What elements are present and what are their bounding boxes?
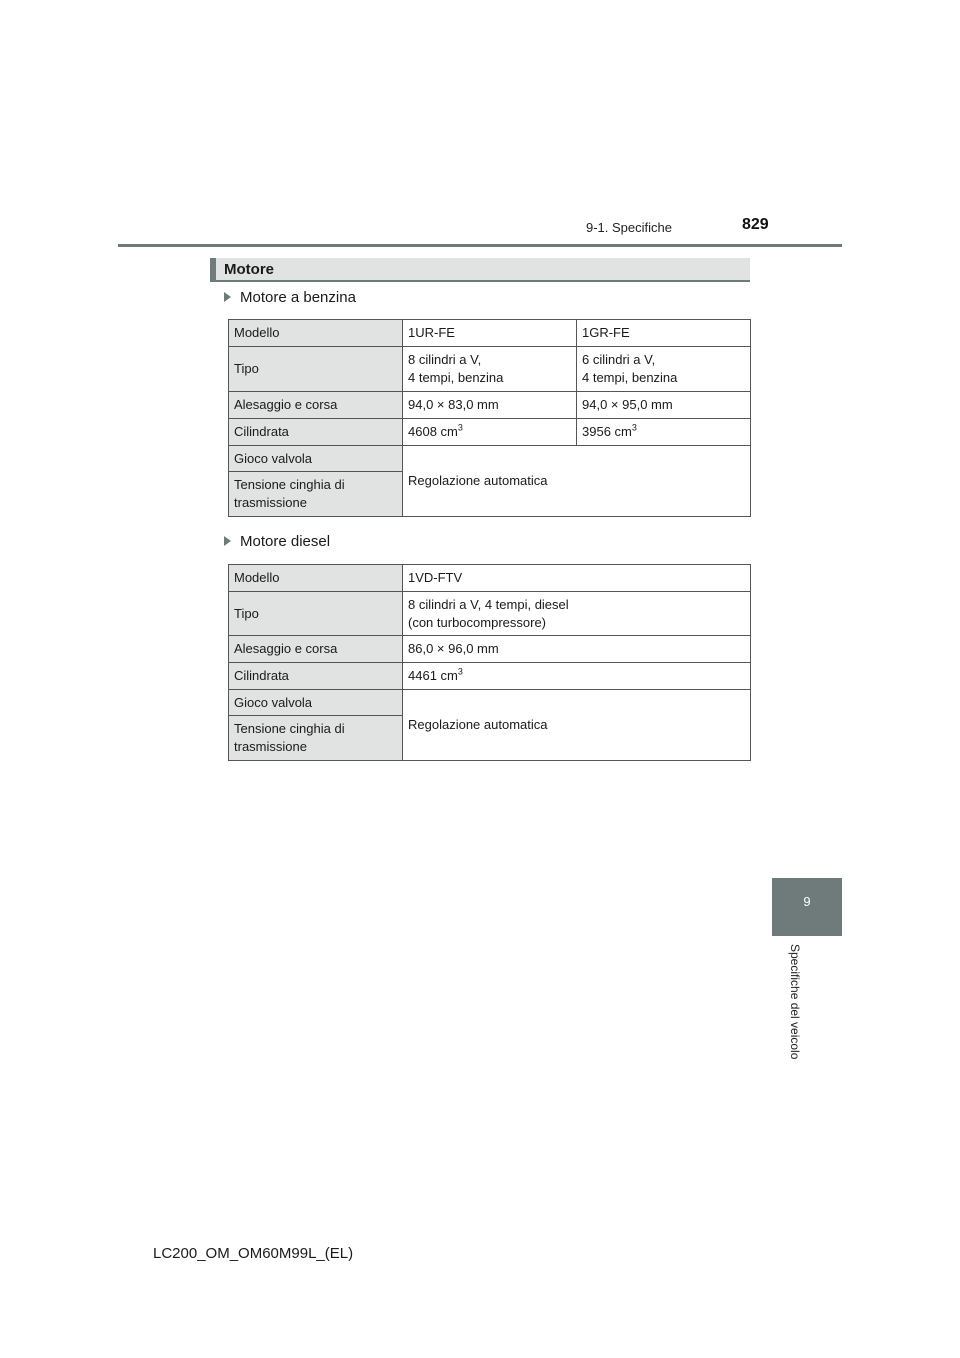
gasoline-engine-heading-text: Motore a benzina <box>240 289 356 306</box>
displacement-value: 4461 cm <box>408 668 458 683</box>
diesel-engine-heading <box>224 533 330 550</box>
chapter-tab-label: Specifiche del veicolo <box>788 944 802 1060</box>
table-row <box>229 565 751 592</box>
cell-line: 4 tempi, benzina <box>582 370 678 385</box>
table-cell <box>577 347 751 392</box>
table-row <box>229 320 751 347</box>
table-row <box>229 347 751 392</box>
table-cell: 1UR-FE <box>403 320 577 347</box>
section-heading-bar <box>210 258 750 282</box>
table-row <box>229 446 751 472</box>
table-cell: 1GR-FE <box>577 320 751 347</box>
header-divider <box>118 244 842 247</box>
section-title: Motore <box>224 261 274 278</box>
table-row <box>229 690 751 716</box>
document-code: LC200_OM_OM60M99L_(EL) <box>153 1245 354 1262</box>
triangle-bullet-icon <box>224 536 231 546</box>
table-cell-merged: Regolazione automatica <box>403 690 751 761</box>
table-cell: Gioco valvola <box>229 690 403 716</box>
table-row <box>229 663 751 690</box>
page-number: 829 <box>742 216 769 233</box>
table-cell: Cilindrata <box>229 419 403 446</box>
cell-line: 6 cilindri a V, <box>582 352 656 367</box>
table-cell <box>403 347 577 392</box>
displacement-value: 3956 cm <box>582 424 632 439</box>
gasoline-engine-heading <box>224 289 356 306</box>
chapter-tab-number: 9 <box>803 894 811 909</box>
table-cell <box>403 419 577 446</box>
table-cell: Modello <box>229 565 403 592</box>
table-cell: 86,0 × 96,0 mm <box>403 636 751 663</box>
table-row <box>229 419 751 446</box>
table-row <box>229 636 751 663</box>
section-accent <box>210 258 216 280</box>
table-cell <box>229 716 403 761</box>
superscript: 3 <box>457 422 463 433</box>
table-cell: 94,0 × 95,0 mm <box>577 392 751 419</box>
table-row <box>229 592 751 636</box>
superscript: 3 <box>457 666 463 677</box>
triangle-bullet-icon <box>224 292 231 302</box>
table-row <box>229 392 751 419</box>
table-cell: Tipo <box>229 347 403 392</box>
table-cell <box>403 663 751 690</box>
table-cell-merged: Regolazione automatica <box>403 446 751 517</box>
chapter-tab <box>772 878 842 936</box>
table-cell: Cilindrata <box>229 663 403 690</box>
diesel-engine-heading-text: Motore diesel <box>240 533 331 550</box>
table-cell: 1VD-FTV <box>403 565 751 592</box>
cell-line: Tensione cinghia di <box>234 477 345 492</box>
cell-line: (con turbocompressore) <box>408 614 546 630</box>
table-cell: Alesaggio e corsa <box>229 392 403 419</box>
table-cell: Gioco valvola <box>229 446 403 472</box>
cell-line: 8 cilindri a V, 4 tempi, diesel <box>408 596 569 612</box>
table-cell: Alesaggio e corsa <box>229 636 403 663</box>
table-cell <box>403 592 751 636</box>
superscript: 3 <box>631 422 637 433</box>
table-cell <box>229 472 403 517</box>
diesel-engine-table <box>228 564 751 761</box>
table-cell: Tipo <box>229 592 403 636</box>
displacement-value: 4608 cm <box>408 424 458 439</box>
gasoline-engine-table <box>228 319 751 517</box>
cell-line: trasmissione <box>234 739 307 754</box>
cell-line: Tensione cinghia di <box>234 721 345 736</box>
table-cell: 94,0 × 83,0 mm <box>403 392 577 419</box>
chapter-section-title: 9-1. Specifiche <box>586 220 672 235</box>
table-cell: Modello <box>229 320 403 347</box>
cell-line: 4 tempi, benzina <box>408 370 504 385</box>
cell-line: trasmissione <box>234 495 307 510</box>
cell-line: 8 cilindri a V, <box>408 352 482 367</box>
table-cell <box>577 419 751 446</box>
